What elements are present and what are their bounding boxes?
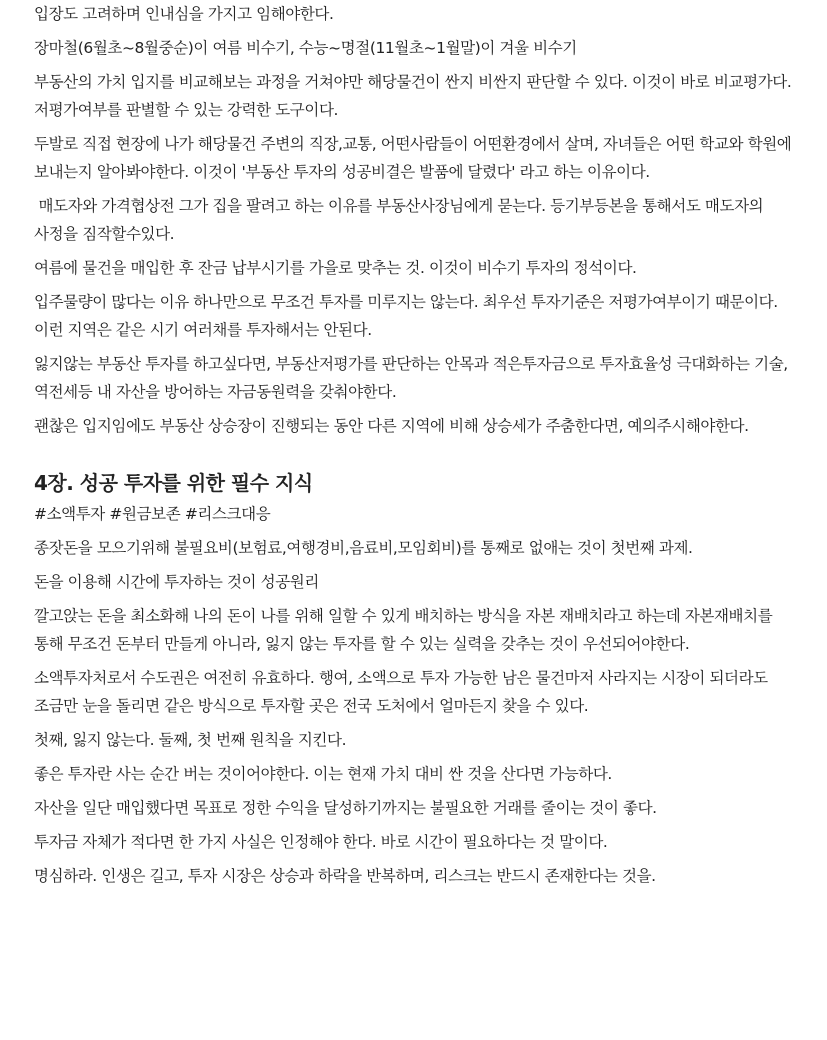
paragraph: 입주물량이 많다는 이유 하나만으로 무조건 투자를 미루지는 않는다. 최우선 투자기준은 저평가여부이기 때문이다. 이런 지역은 같은 시기 여러채를 투자해서는 안된다. [34,293,783,339]
paragraph: 자산을 일단 매입했다면 목표로 정한 수익을 달성하기까지는 불필요한 거래를 줄이는 것이 좋다. [34,799,657,817]
paragraph: 매도자와 가격협상전 그가 집을 팔려고 하는 이유를 부동산사장님에게 묻는다. 등기부등본을 통해서도 매도자의 사정을 짐작할수있다. [34,197,768,243]
paragraph: 두발로 직접 현장에 나가 해당물건 주변의 직장,교통, 어떤사람들이 어떤환경에서 살며, 자녀들은 어떤 학교와 학원에 보내는지 알아봐야한다. 이것이 '부동산 투자의 성공비결은 발품에 달렸다' 라고 하는 이유이다. [34,135,796,181]
paragraph: 좋은 투자란 사는 순간 버는 것이어야한다. 이는 현재 가치 대비 싼 것을 산다면 가능하다. [34,765,612,783]
paragraph: 잃지않는 부동산 투자를 하고싶다면, 부동산저평가를 판단하는 안목과 적은투자금으로 투자효율성 극대화하는 기술, 역전세등 내 자산을 방어하는 자금동원력을 갖춰야한다. [34,355,793,401]
chapter-tags: #소액투자 #원금보존 #리스크대응 [34,505,271,523]
paragraph: 돈을 이용해 시간에 투자하는 것이 성공원리 [34,573,319,591]
paragraph: 부동산의 가치 입지를 비교해보는 과정을 거쳐야만 해당물건이 싼지 비싼지 판단할 수 있다. 이것이 바로 비교평가다. 저평가여부를 판별할 수 있는 강력한 도구이다. [34,73,796,119]
paragraph: 깔고앉는 돈을 최소화해 나의 돈이 나를 위해 일할 수 있게 배치하는 방식을 자본 재배치라고 하는데 자본재배치를 통해 무조건 돈부터 만들게 아니라, 잃지 않는 투자를 할 수 있는 실력을 갖추는 것이 우선되어야한다. [34,607,777,653]
paragraph: 투자금 자체가 적다면 한 가지 사실은 인정해야 한다. 바로 시간이 필요하다는 것 말이다. [34,833,608,851]
paragraph: 장마철(6월초~8월중순)이 여름 비수기, 수능~명절(11월초~1월말)이 겨울 비수기 [34,39,577,57]
paragraph: 소액투자처로서 수도권은 여전히 유효하다. 행여, 소액으로 투자 가능한 남은 물건마저 사라지는 시장이 되더라도 조금만 눈을 돌리면 같은 방식으로 투자할 곳은 전국 도처에서 얼마든지 찾을 수 있다. [34,669,773,715]
paragraph: 종잣돈을 모으기위해 불필요비(보험료,여행경비,음료비,모임회비)를 통째로 없애는 것이 첫번째 과제. [34,539,693,557]
paragraph: 입장도 고려하며 인내심을 가지고 임해야한다. [34,5,334,23]
paragraph: 괜찮은 입지임에도 부동산 상승장이 진행되는 동안 다른 지역에 비해 상승세가 주춤한다면, 예의주시해야한다. [34,417,749,435]
paragraph: 여름에 물건을 매입한 후 잔금 납부시기를 가을로 맞추는 것. 이것이 비수기 투자의 정석이다. [34,259,637,277]
paragraph: 첫째, 잃지 않는다. 둘째, 첫 번째 원칙을 지킨다. [34,731,347,749]
paragraph: 명심하라. 인생은 길고, 투자 시장은 상승과 하락을 반복하며, 리스크는 반드시 존재한다는 것을. [34,867,656,885]
chapter-title: 4장. 성공 투자를 위한 필수 지식 [34,471,313,495]
